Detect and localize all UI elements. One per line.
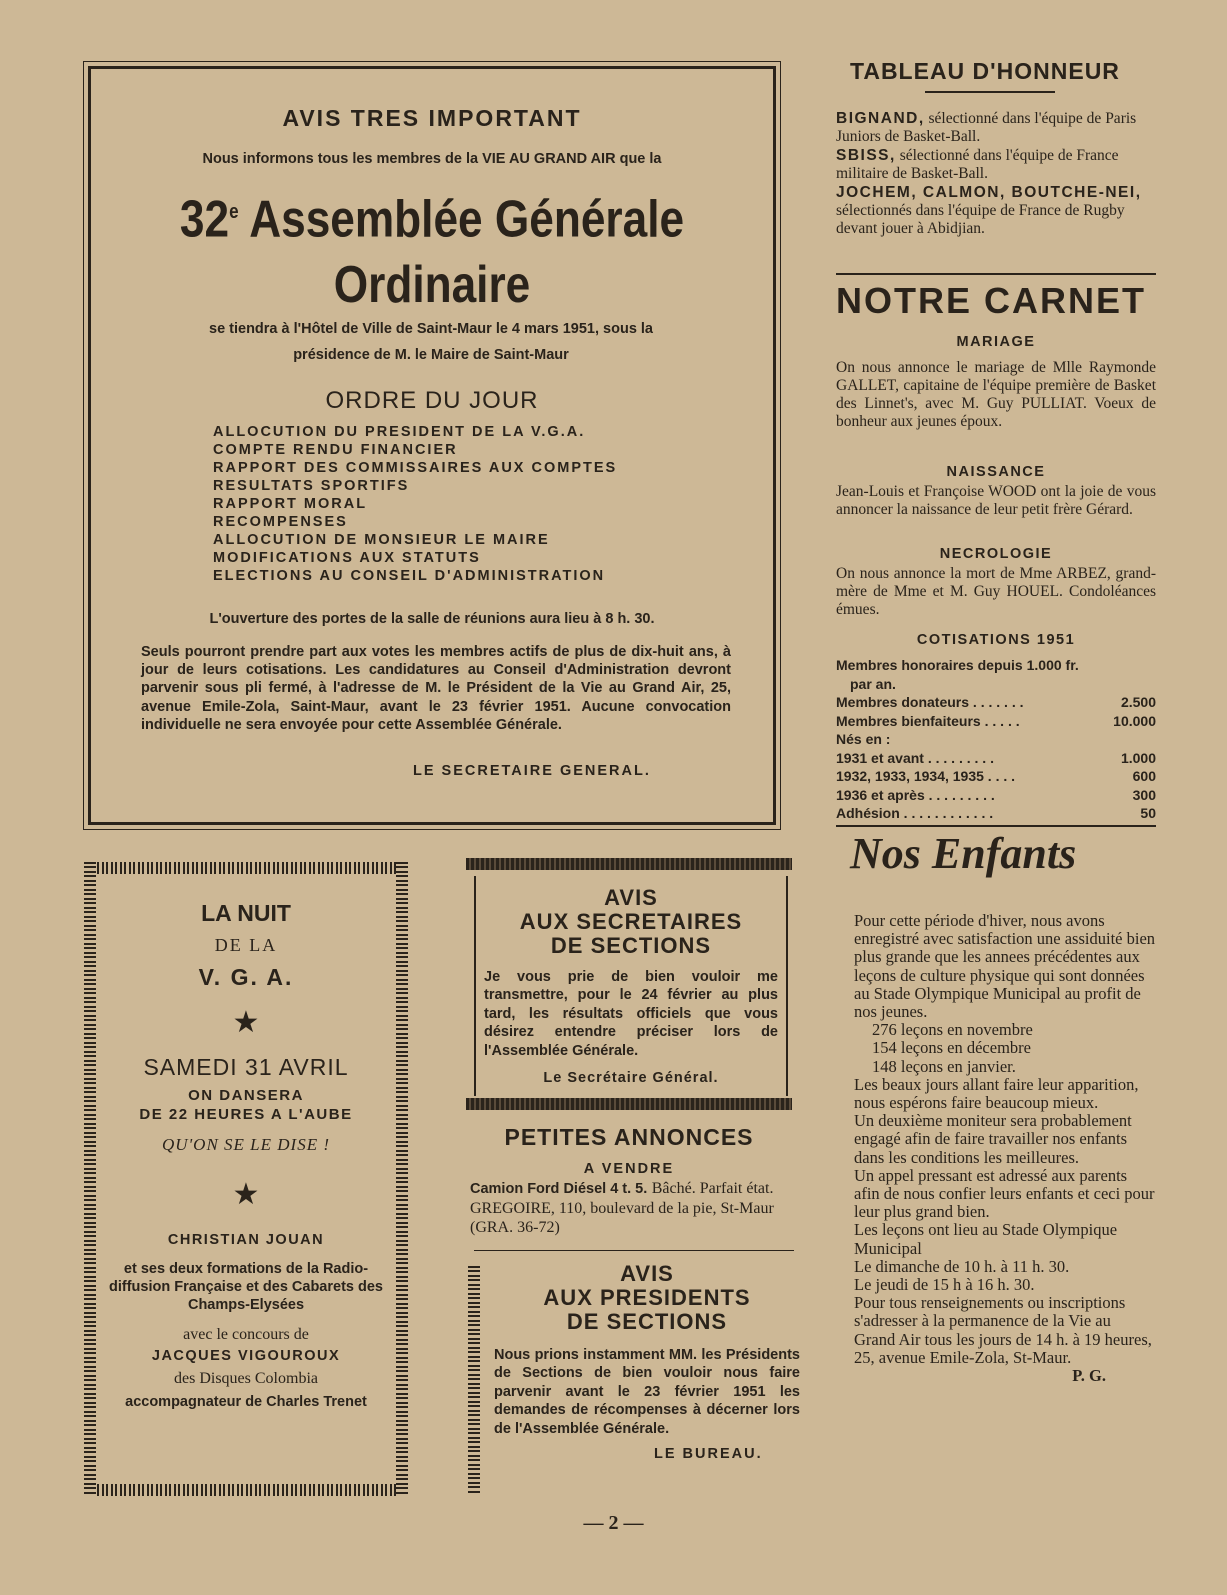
divider	[474, 1250, 794, 1251]
annonce-bold: Camion Ford Diésel 4 t. 5.	[470, 1181, 648, 1197]
lessons-line: 276 leçons en novembre	[872, 1020, 1033, 1040]
cotisation-row	[836, 675, 1156, 694]
tableau-honneur-title: TABLEAU D'HONNEUR	[850, 58, 1120, 84]
annonce-text: Bâché. Parfait état. GREGOIRE, 110, boulevard de la pie, St-Maur (GRA. 36-72)	[470, 1180, 774, 1236]
mariage-title: MARIAGE	[956, 334, 1036, 350]
border-pattern	[84, 862, 96, 1496]
paragraph: Pour tous renseignements ou inscriptions s'adresser à la permanence de la Vie au Grand Air tous les jours de 14 h. à 19 heures, 25, avenue Emile-Zola, St-Maur.	[854, 1293, 1152, 1367]
odj-item: ELECTIONS AU CONSEIL D'ADMINISTRATION	[213, 568, 606, 584]
sec-title-2: AUX SECRETAIRES	[519, 909, 743, 934]
pres-signature: LE BUREAU.	[654, 1446, 763, 1463]
honor-text: sélectionné dans l'équipe de Paris Juniors de Basket-Ball.	[836, 110, 1137, 145]
enfants-title: Nos Enfants	[850, 829, 1077, 878]
voting-rules: Seuls pourront prendre part aux votes les membres actifs de plus de dix-huit ans, à jour de leurs cotisations. Les candidatures au Conseil d'Administration devront parvenir sous pli fermé, à l'adresse de M. le Président de la Vie au Grand Air, 25, avenue Emile-Zola, Saint-Maur, avant le 23 février 1951. Aucune convocation individuelle ne sera envoyée pour cette Assemblée Générale.	[141, 644, 731, 733]
cotisation-row	[836, 712, 1156, 731]
naissance-text: Jean-Louis et Françoise WOOD ont la joie de vous annoncer la naissance de leur petit frère Gérard.	[836, 483, 1156, 518]
cotisation-label: Membres honoraires depuis 1.000 fr.	[836, 657, 1079, 673]
nuit-disques: des Disques Colombia	[174, 1370, 318, 1387]
cotisation-label: par an.	[850, 675, 896, 692]
paragraph: Un appel pressant est adressé aux parents afin de nous confier leurs enfants et ceci pour leur plus grand bien.	[854, 1165, 1155, 1222]
enfants-article	[838, 912, 1156, 1385]
cotisation-value: 300	[1132, 786, 1156, 803]
honor-entry	[836, 110, 1156, 146]
avis-title: AVIS TRES IMPORTANT	[282, 105, 582, 131]
opening-time: L'ouverture des portes de la salle de réunions aura lieu à 8 h. 30.	[209, 611, 655, 627]
sec-text: Je vous prie de bien vouloir me transmettre, pour le 24 février au plus tard, les résultats officiels que vous désirez entendre préciser lors de l'Assemblée Générale.	[484, 969, 778, 1059]
headline-line-1: Assemblée Générale	[249, 190, 685, 249]
border-bar	[466, 858, 792, 870]
secretaires-box	[474, 876, 788, 1096]
lessons-line: 148 leçons en janvier.	[872, 1056, 1016, 1076]
cotisation-row	[836, 656, 1156, 675]
odj-item: RAPPORT DES COMMISSAIRES AUX COMPTES	[213, 460, 618, 476]
border-pattern	[396, 862, 408, 1496]
cotisation-label: 1931 et avant . . . . . . . . .	[836, 749, 994, 766]
honor-entry	[836, 147, 1156, 183]
divider	[836, 273, 1156, 275]
nuit-guest: JACQUES VIGOUROUX	[151, 1348, 341, 1364]
nuit-accomp: accompagnateur de Charles Trenet	[125, 1394, 367, 1410]
pres-title-1: AVIS	[620, 1261, 674, 1286]
cotisation-row	[836, 730, 1156, 749]
presidents-box	[494, 1262, 800, 1462]
nuit-artist: CHRISTIAN JOUAN	[167, 1232, 325, 1248]
cotisation-label: Membres bienfaiteurs . . . . .	[836, 712, 1020, 729]
divider	[925, 91, 1055, 93]
avis-location	[131, 316, 731, 368]
cotisation-label: Membres donateurs . . . . . . .	[836, 694, 1024, 710]
avis-intro: Nous informons tous les membres de la VIE AU GRAND AIR que la	[202, 151, 662, 167]
sec-signature: Le Secrétaire Général.	[543, 1070, 719, 1087]
avis-location-line-1: se tiendra à l'Hôtel de Ville de Saint-Maur le 4 mars 1951, sous la	[209, 321, 653, 337]
naissance-title: NAISSANCE	[946, 464, 1046, 480]
sec-title-3: DE SECTIONS	[550, 933, 712, 958]
necrologie-text: On nous annonce la mort de Mme ARBEZ, grand-mère de Mme et M. Guy HOUEL. Condoléances émues.	[836, 565, 1156, 618]
cotisation-label: Nés en :	[836, 731, 891, 747]
cotisation-row	[836, 804, 1156, 823]
cotisation-value: 600	[1132, 768, 1156, 784]
headline-sup: e	[229, 201, 239, 223]
annonces-title: PETITES ANNONCES	[504, 1124, 754, 1150]
honor-text: sélectionné dans l'équipe de France militaire de Basket-Ball.	[836, 147, 1119, 182]
cotisation-row	[836, 767, 1156, 786]
border-pattern	[84, 862, 408, 874]
pres-text: Nous prions instamment MM. les Présidents de Sections de bien vouloir nous faire parvenir avant le 23 février 1951 les demandes de récompenses à décerner lors de l'Assemblée Générale.	[494, 1347, 800, 1437]
border-pattern	[84, 1484, 408, 1496]
headline-number: 32	[179, 190, 230, 249]
nuit-dansera: ON DANSERA	[188, 1087, 304, 1104]
star-icon: ★	[232, 1178, 260, 1211]
nuit-concours: avec le concours de	[183, 1326, 309, 1343]
avis-location-line-2: présidence de M. le Maire de Saint-Maur	[293, 347, 569, 363]
ordre-du-jour-title: ORDRE DU JOUR	[325, 387, 539, 414]
nuit-formations: et ses deux formations de la Radio-diffusion Française et des Cabarets des Champs-Elysées	[109, 1261, 383, 1313]
necrologie-title: NECROLOGIE	[939, 546, 1053, 562]
paragraph: Pour cette période d'hiver, nous avons enregistré avec satisfaction une assiduité bien plus grande que les annees précédentes aux leçons de culture physique qui sont données au Stade Olympique Municipal au profit de nos jeunes.	[854, 911, 1156, 1022]
odj-item: MODIFICATIONS AUX STATUTS	[213, 550, 481, 566]
assembly-headline	[142, 179, 722, 318]
nuit-vga: V. G. A.	[198, 964, 294, 990]
page-number: — 2 —	[583, 1512, 644, 1534]
odj-item: RECOMPENSES	[213, 514, 348, 530]
cotisations-title: COTISATIONS 1951	[916, 632, 1076, 648]
honor-name: JOCHEM, CALMON, BOUTCHE-NEI,	[836, 184, 1142, 201]
paragraph: Le jeudi de 15 h à 16 h. 30.	[854, 1275, 1035, 1295]
odj-item: ALLOCUTION DU PRESIDENT DE LA V.G.A.	[213, 424, 586, 440]
carnet-title: NOTRE CARNET	[836, 280, 1146, 321]
honor-text: sélectionnés dans l'équipe de France de Rugby devant jouer à Abidjian.	[836, 202, 1125, 237]
paragraph: Un deuxième moniteur sera probablement engagé afin de faire travailler nos enfants dans les conditions les meilleures.	[854, 1111, 1132, 1167]
paragraph: Le dimanche de 10 h. à 11 h. 30.	[854, 1256, 1070, 1276]
nuit-content	[98, 876, 394, 1410]
odj-item: COMPTE RENDU FINANCIER	[213, 442, 458, 458]
cotisation-value: 50	[1140, 805, 1156, 821]
paragraph: Les leçons ont lieu au Stade Olympique Municipal	[854, 1220, 1118, 1258]
cotisation-value: 1.000	[1120, 749, 1156, 766]
pres-title-3: DE SECTIONS	[566, 1309, 728, 1334]
nuit-heures: DE 22 HEURES A L'AUBE	[139, 1106, 353, 1123]
avis-important-box	[88, 66, 776, 825]
nuit-de-la: DE LA	[214, 935, 278, 955]
cotisation-row	[836, 786, 1156, 805]
nuit-date: SAMEDI 31 AVRIL	[143, 1054, 349, 1080]
divider	[836, 825, 1156, 827]
star-icon: ★	[232, 1006, 260, 1039]
border-pattern	[468, 1266, 480, 1493]
annonces-sub: A VENDRE	[583, 1161, 675, 1177]
cotisations-table	[836, 656, 1156, 823]
nuit-vga-box	[84, 862, 408, 1496]
odj-item: ALLOCUTION DE MONSIEUR LE MAIRE	[213, 532, 550, 548]
mariage-text: On nous annonce le mariage de Mlle Raymonde GALLET, capitaine de l'équipe première de Basket des Linnet's, avec M. Guy PULLIAT. Voeux de bonheur aux jeunes époux.	[836, 359, 1156, 430]
honor-entry	[836, 184, 1156, 238]
odj-item: RESULTATS SPORTIFS	[213, 478, 410, 494]
cotisation-label: 1936 et après . . . . . . . . .	[836, 786, 995, 803]
cotisation-row	[836, 749, 1156, 768]
annonce-item	[470, 1179, 796, 1237]
cotisation-label: 1932, 1933, 1934, 1935 . . . .	[836, 768, 1016, 784]
nuit-dise: QU'ON SE LE DISE !	[161, 1135, 330, 1154]
avis-signature: LE SECRETAIRE GENERAL.	[413, 763, 651, 779]
pres-title-2: AUX PRESIDENTS	[543, 1285, 751, 1310]
odj-item: RAPPORT MORAL	[213, 496, 368, 512]
border-bar	[466, 1098, 792, 1110]
headline-line-2: Ordinaire	[333, 256, 531, 315]
enfants-signature: P. G.	[1072, 1366, 1106, 1386]
cotisation-value: 10.000	[1113, 712, 1156, 729]
honor-name: SBISS,	[836, 147, 896, 164]
cotisation-value: 2.500	[1120, 694, 1156, 710]
cotisation-row	[836, 693, 1156, 712]
lessons-line: 154 leçons en décembre	[872, 1038, 1031, 1058]
ordre-du-jour-list	[213, 423, 617, 585]
sec-title-1: AVIS	[604, 885, 658, 910]
paragraph: Les beaux jours allant faire leur apparition, nous espérons faire beaucoup mieux.	[854, 1074, 1139, 1113]
nuit-title: LA NUIT	[201, 900, 291, 926]
cotisation-label: Adhésion . . . . . . . . . . . .	[836, 805, 994, 821]
honor-name: BIGNAND,	[836, 110, 925, 127]
